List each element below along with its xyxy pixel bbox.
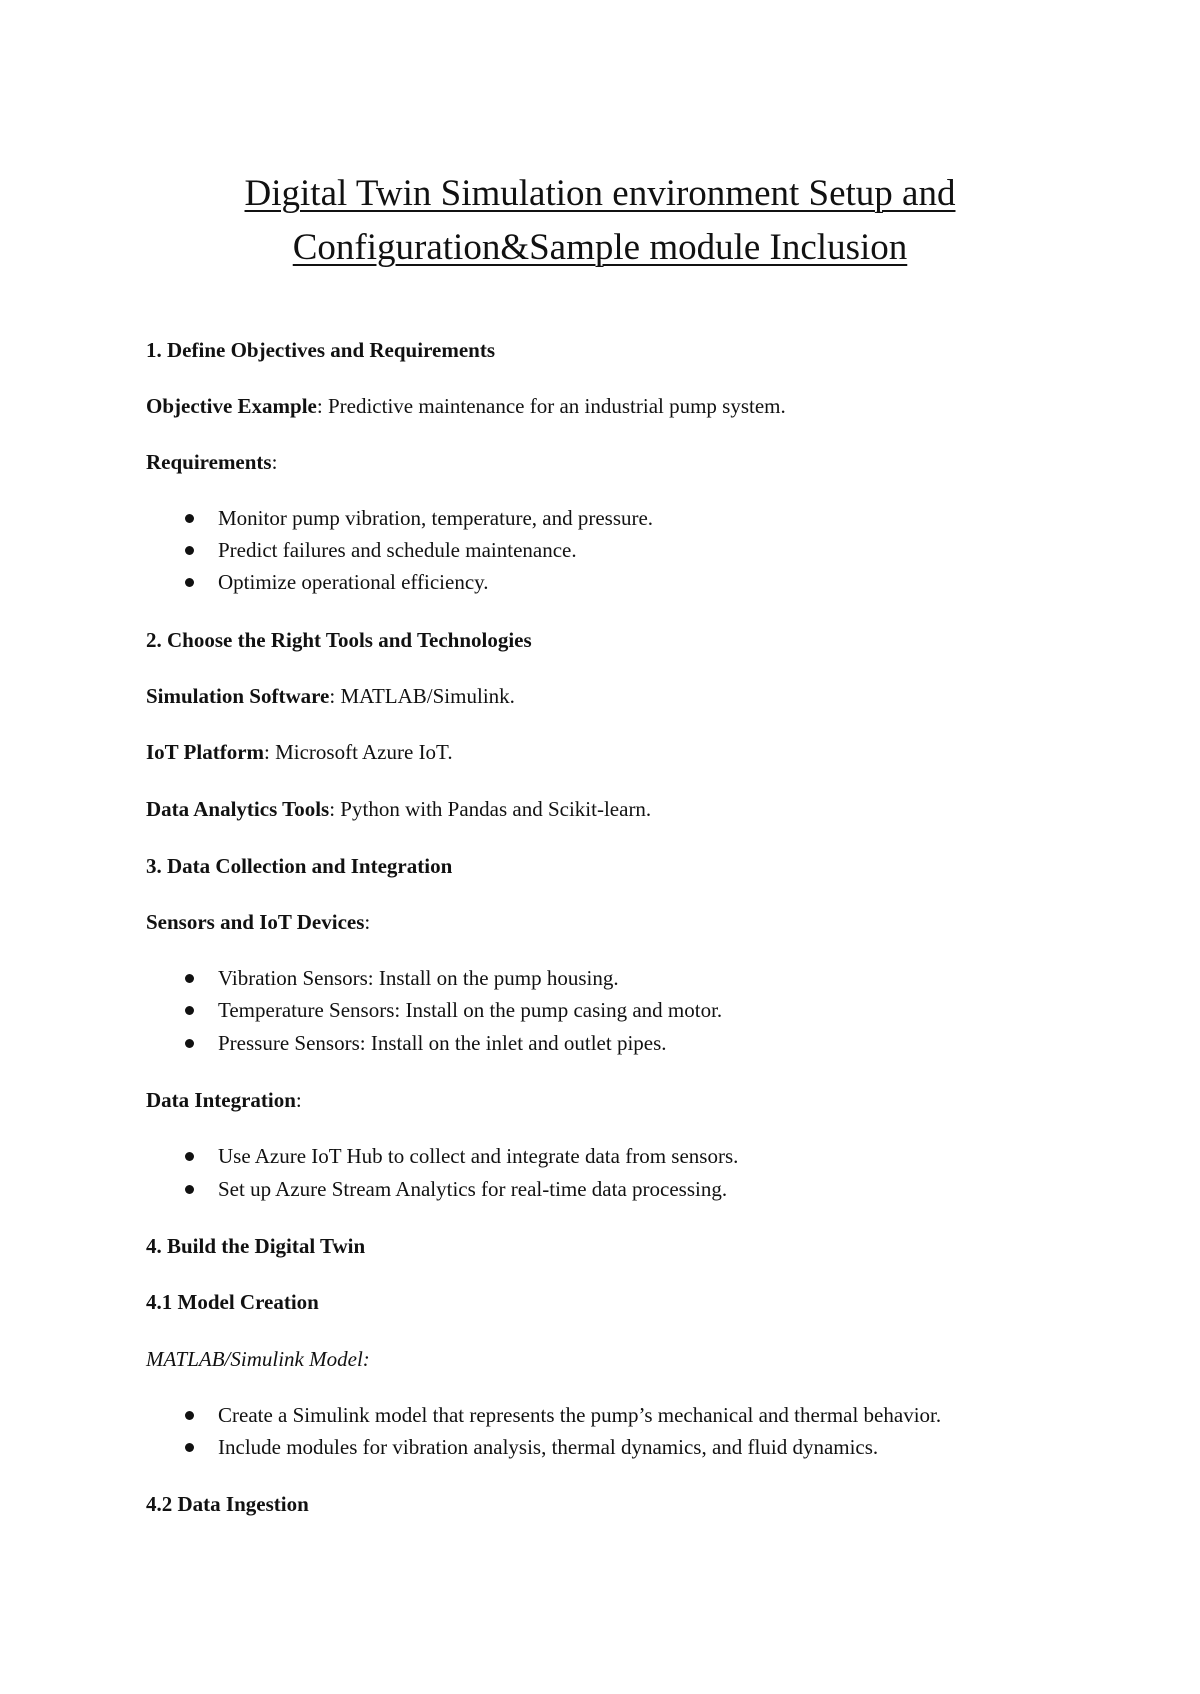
section-1-heading: 1. Define Objectives and Requirements: [146, 338, 495, 362]
document-title-line-1: Digital Twin Simulation environment Setup and: [244, 173, 956, 214]
list-item: Include modules for vibration analysis, thermal dynamics, and fluid dynamics.: [218, 1435, 879, 1459]
iot-platform-text: : Microsoft Azure IoT.: [264, 740, 453, 764]
list-item: Pressure Sensors: Install on the inlet and outlet pipes.: [218, 1031, 667, 1055]
requirements-label: Requirements: [146, 450, 272, 474]
iot-platform-line: [146, 738, 453, 766]
list-item: Optimize operational efficiency.: [218, 570, 489, 594]
bullet-icon: [185, 1443, 194, 1452]
list-item: Vibration Sensors: Install on the pump housing.: [218, 966, 619, 990]
data-integration-label: Data Integration: [146, 1088, 296, 1112]
subsection-4-1-heading: 4.1 Model Creation: [146, 1290, 319, 1314]
section-4-heading: 4. Build the Digital Twin: [146, 1234, 366, 1258]
document-title-line-2: Configuration&Sample module Inclusion: [292, 227, 908, 268]
list-item: Temperature Sensors: Install on the pump casing and motor.: [218, 998, 723, 1022]
iot-platform-label: IoT Platform: [146, 740, 265, 764]
sensors-line: [146, 908, 370, 936]
bullet-icon: [185, 514, 194, 523]
bullet-icon: [185, 1152, 194, 1161]
objective-label: Objective Example: [146, 394, 317, 418]
sensors-label: Sensors and IoT Devices: [146, 910, 365, 934]
model-label: MATLAB/Simulink Model:: [146, 1347, 370, 1371]
list-item: Predict failures and schedule maintenance.: [218, 538, 577, 562]
bullet-icon: [185, 1411, 194, 1420]
requirements-line: [146, 448, 277, 476]
list-item: Set up Azure Stream Analytics for real-time data processing.: [218, 1177, 728, 1201]
bullet-icon: [185, 546, 194, 555]
list-item: Use Azure IoT Hub to collect and integrate data from sensors.: [218, 1144, 739, 1168]
simulation-software-text: : MATLAB/Simulink.: [329, 684, 515, 708]
data-analytics-text: : Python with Pandas and Scikit-learn.: [329, 797, 652, 821]
subsection-4-2-heading: 4.2 Data Ingestion: [146, 1492, 309, 1516]
bullet-icon: [185, 578, 194, 587]
bullet-icon: [185, 1006, 194, 1015]
simulation-software-line: [146, 682, 515, 710]
data-analytics-line: [146, 795, 651, 823]
data-analytics-label: Data Analytics Tools: [146, 797, 330, 821]
bullet-icon: [185, 974, 194, 983]
bullet-icon: [185, 1185, 194, 1194]
requirements-colon: :: [271, 450, 278, 474]
list-item: Create a Simulink model that represents the pump’s mechanical and thermal behavior.: [218, 1403, 942, 1427]
data-integration-colon: :: [295, 1088, 302, 1112]
data-integration-line: [146, 1086, 302, 1114]
objective-line: [146, 392, 786, 420]
sensors-colon: :: [364, 910, 371, 934]
list-item: Monitor pump vibration, temperature, and pressure.: [218, 506, 654, 530]
section-2-heading: 2. Choose the Right Tools and Technologies: [146, 628, 532, 652]
objective-text: : Predictive maintenance for an industrial pump system.: [316, 394, 786, 418]
bullet-icon: [185, 1039, 194, 1048]
section-3-heading: 3. Data Collection and Integration: [146, 854, 453, 878]
simulation-software-label: Simulation Software: [146, 684, 330, 708]
